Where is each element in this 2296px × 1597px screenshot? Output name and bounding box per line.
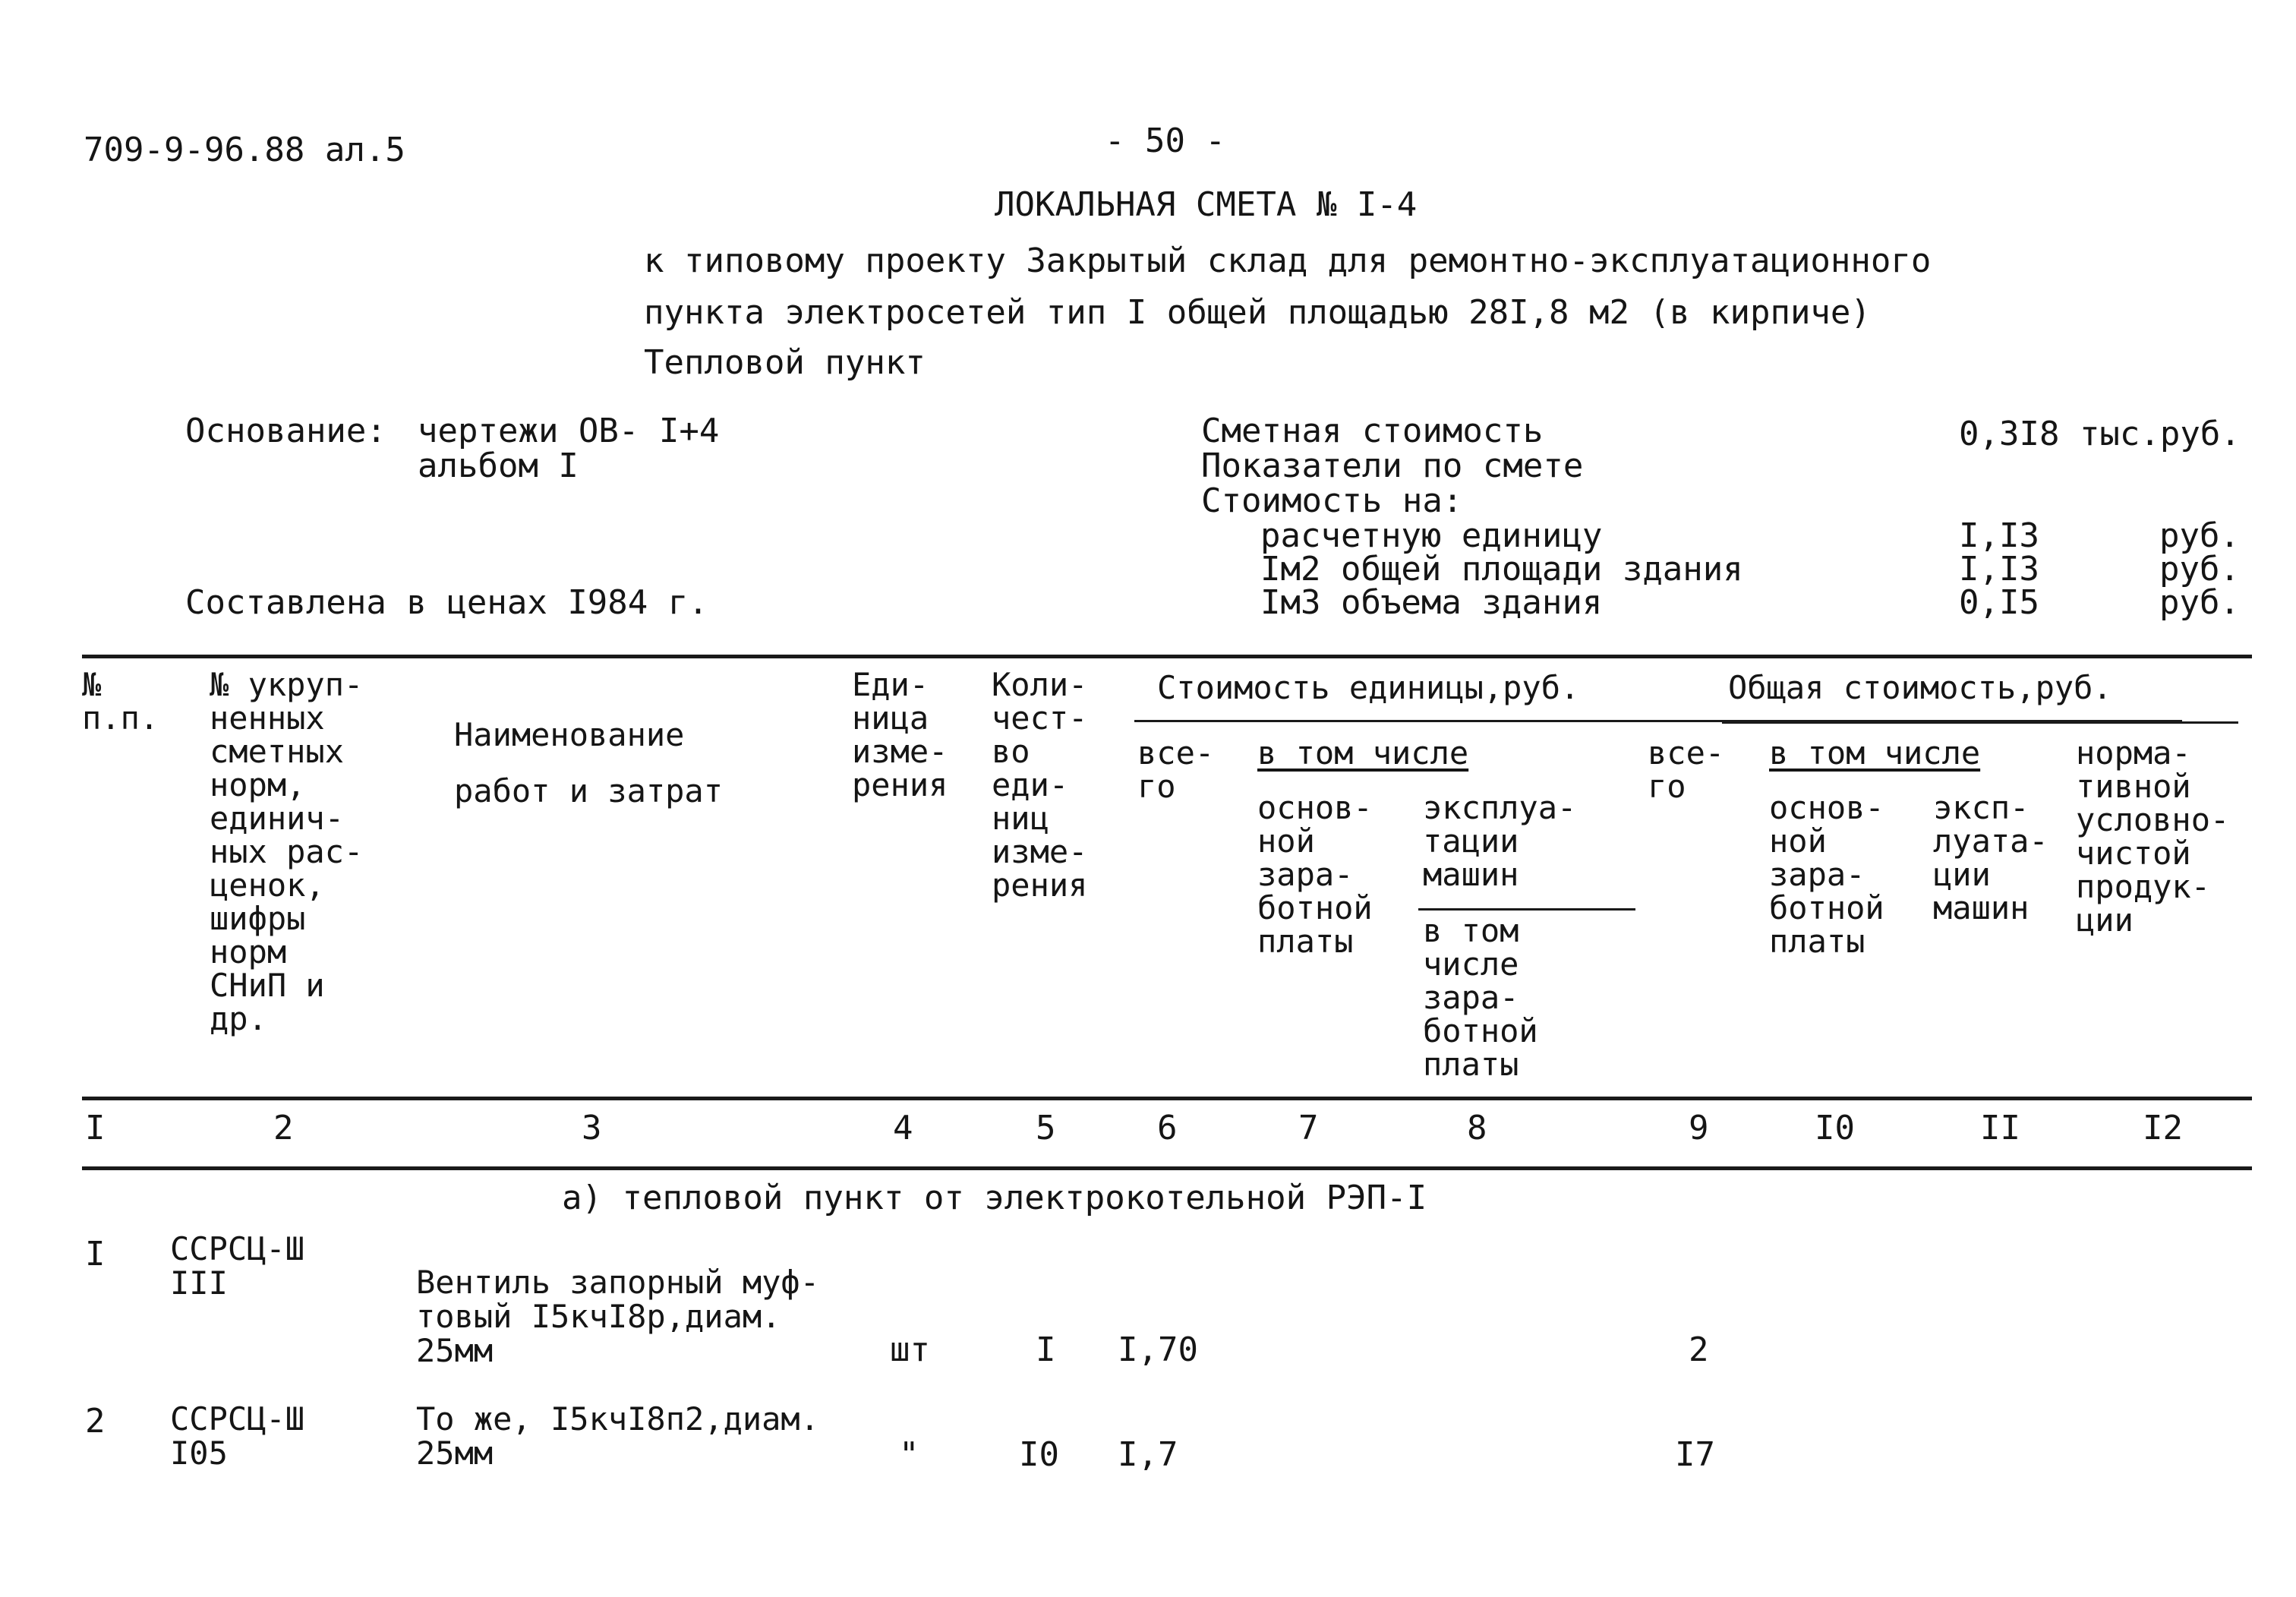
section-title: а) тепловой пункт от электрокотельной РЭП-I — [562, 1179, 1427, 1217]
row-quantity: I0 — [1019, 1435, 1059, 1474]
header-total-machine-operation: эксп- луата- ции машин — [1933, 789, 2048, 926]
header-bottom-rule — [82, 1097, 2252, 1100]
row-total: 2 — [1689, 1330, 1709, 1369]
row-total: I7 — [1675, 1435, 1715, 1474]
estimated-cost-value: 0,3I8 тыс.руб. — [1959, 415, 2241, 453]
column-number: 2 — [273, 1109, 294, 1147]
document-code: 709-9-96.88 ал.5 — [84, 131, 405, 169]
header-total-cost-group: Общая стоимость,руб. — [1728, 669, 2112, 706]
column-number: 6 — [1157, 1109, 1178, 1147]
row-unit: " — [899, 1435, 919, 1474]
page-number: - 50 - — [1105, 122, 1225, 160]
table-top-rule — [82, 655, 2252, 658]
indicators-label: Показатели по смете — [1201, 447, 1584, 485]
indicator-value: I,I3 — [1959, 550, 2039, 589]
row-unit-total: I,70 — [1118, 1330, 1198, 1369]
header-unit-machine-operation: эксплуа- тации машин — [1423, 789, 1577, 893]
basis-album: альбом I — [418, 447, 579, 485]
header-total-base-salary: основ- ной зара- ботной платы — [1769, 789, 1884, 960]
row-norm-code: ССРСЦ-Ш III — [170, 1230, 305, 1302]
column-number: 7 — [1298, 1109, 1319, 1147]
row-norm-code: ССРСЦ-Ш I05 — [170, 1400, 305, 1472]
subtitle-line-1: к типовому проекту Закрытый склад для ремонтно-эксплуатационного — [644, 241, 1932, 280]
header-normative-product: норма- тивной условно- чистой продук- ции — [2076, 734, 2230, 939]
header-row-number: № п.п. — [82, 666, 159, 737]
basis-drawings: чертежи ОВ- I+4 — [418, 412, 720, 450]
header-name-line1: Наименование — [454, 716, 685, 753]
column-number: 3 — [582, 1109, 602, 1147]
indicator-unit: руб. — [2159, 550, 2240, 589]
indicator-unit: руб. — [2159, 583, 2240, 622]
header-unit-machine-salary: в том числе зара- ботной платы — [1423, 912, 1538, 1083]
header-name-line2: работ и затрат — [454, 772, 724, 810]
column-number: 9 — [1689, 1109, 1709, 1147]
column-number: II — [1980, 1109, 2020, 1147]
basis-label: Основание: — [185, 412, 386, 450]
column-number: I0 — [1815, 1109, 1855, 1147]
column-number: I2 — [2143, 1109, 2183, 1147]
header-unit: Еди- ница изме- рения — [852, 666, 948, 803]
column-number: I — [85, 1109, 106, 1147]
row-quantity: I — [1036, 1330, 1056, 1369]
subtitle-line-2: пункта электросетей тип I общей площадью 28I,8 м2 (в кирпиче) — [644, 293, 1871, 332]
column-number: 5 — [1036, 1109, 1056, 1147]
row-unit: шт — [890, 1330, 930, 1369]
column-number: 4 — [893, 1109, 913, 1147]
total-cost-group-rule — [1722, 721, 2238, 724]
estimated-cost-label: Сметная стоимость — [1201, 412, 1544, 450]
header-unit-cost-group: Стоимость единицы,руб. — [1157, 669, 1580, 706]
column-number: 8 — [1467, 1109, 1487, 1147]
indicator-label: Iм3 объема здания — [1260, 583, 1603, 622]
subtitle-line-3: Тепловой пункт — [644, 343, 926, 382]
row-work-name: То же, I5кчI8п2,диам. 25мм — [416, 1400, 820, 1472]
row-number: 2 — [85, 1402, 106, 1441]
cost-on-label: Стоимость на: — [1201, 481, 1463, 520]
header-unit-including: в том числе — [1257, 734, 1469, 772]
header-unit-base-salary: основ- ной зара- ботной платы — [1257, 789, 1373, 960]
row-work-name: Вентиль запорный муф- товый I5кчI8р,диам. 25мм — [416, 1264, 820, 1369]
indicator-value: I,I3 — [1959, 516, 2039, 555]
row-number: I — [85, 1235, 106, 1273]
indicator-label: Iм2 общей площади здания — [1260, 550, 1743, 589]
header-norm-code: № укруп- ненных сметных норм, единич- ных рас- ценок, шифры норм СНиП и др. — [210, 666, 364, 1037]
indicator-label: расчетную единицу — [1260, 516, 1603, 555]
machine-operation-subrule — [1418, 908, 1635, 911]
indicator-unit: руб. — [2159, 516, 2240, 555]
prices-year: Составлена в ценах I984 г. — [185, 583, 708, 622]
header-total-including: в том числе — [1769, 734, 1981, 772]
column-numbers-rule — [82, 1166, 2252, 1170]
indicator-value: 0,I5 — [1959, 583, 2039, 622]
header-unit-total: все- го — [1137, 734, 1215, 805]
header-quantity: Коли- чест- во еди- ниц изме- рения — [992, 666, 1088, 904]
header-total: все- го — [1648, 734, 1725, 805]
row-unit-total: I,7 — [1118, 1435, 1178, 1474]
document-title: ЛОКАЛЬНАЯ СМЕТА № I-4 — [995, 185, 1418, 224]
